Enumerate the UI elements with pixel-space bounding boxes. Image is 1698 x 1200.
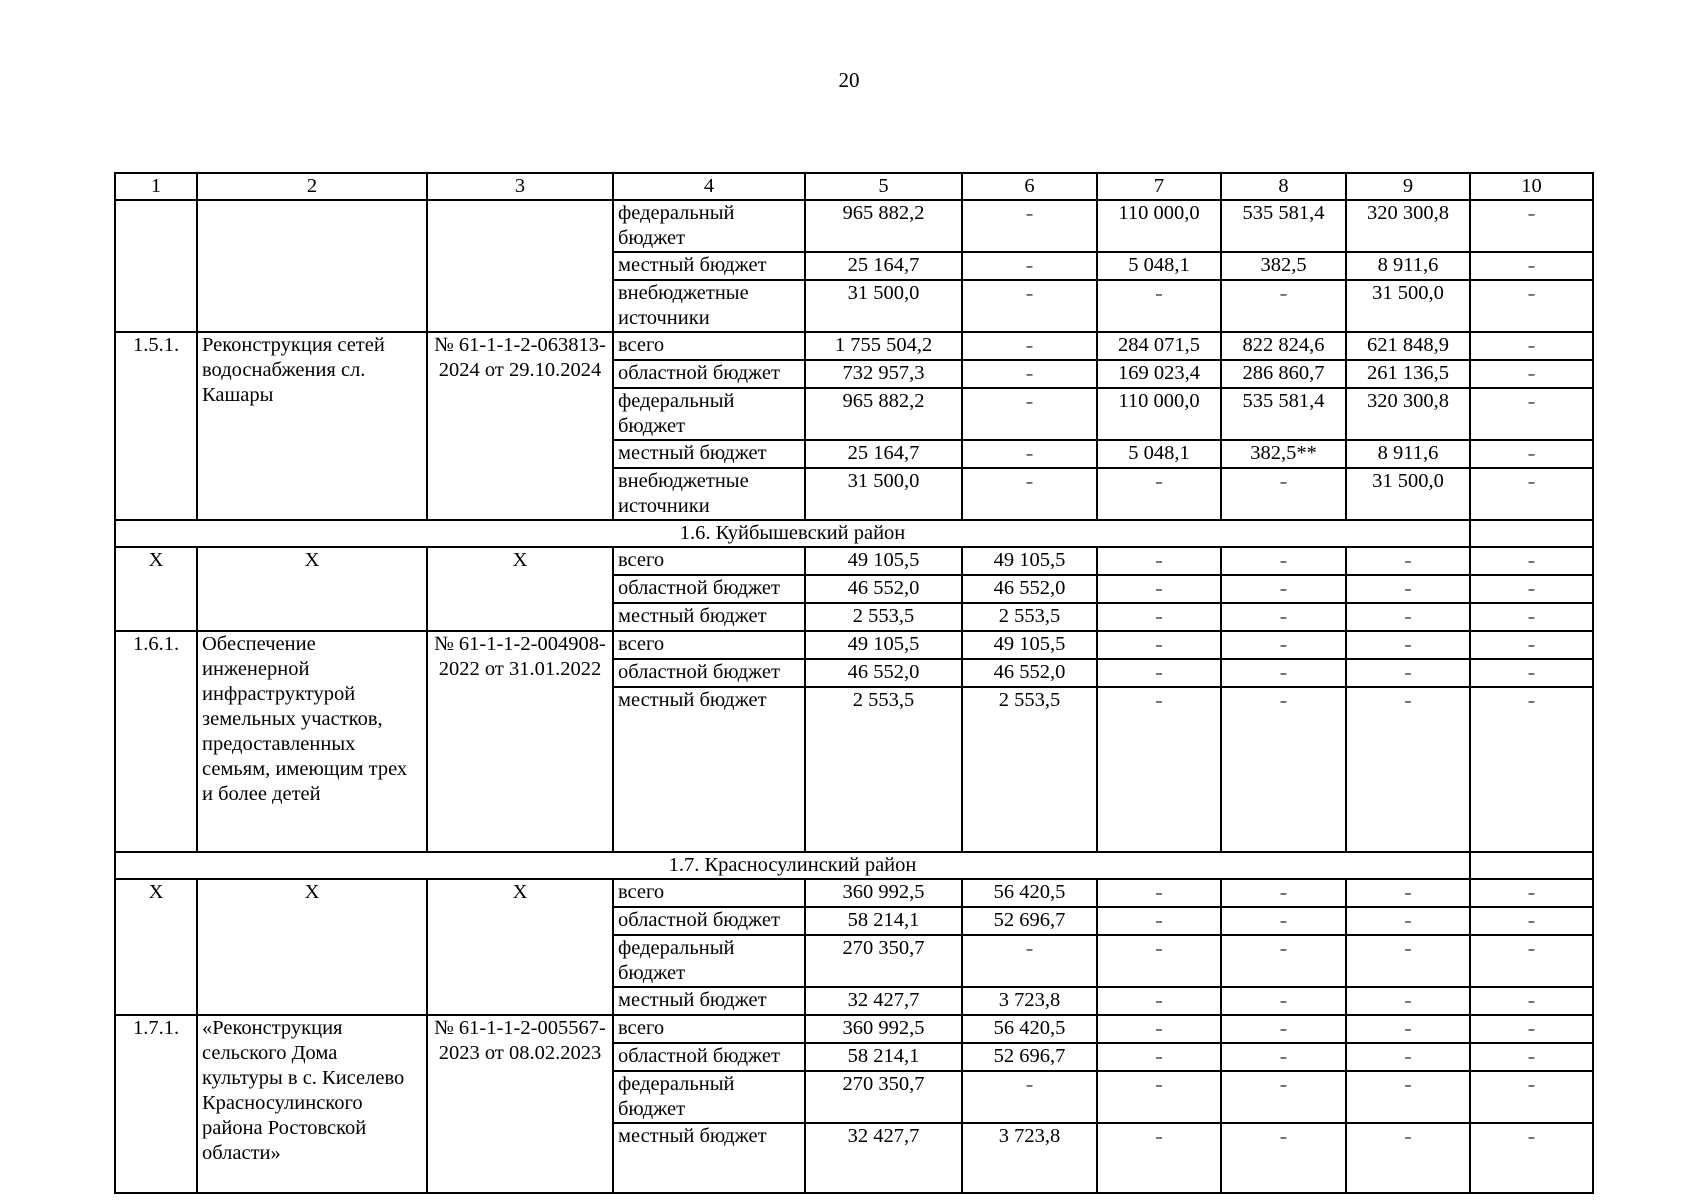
total-value: 49 105,5 [805,631,962,659]
value-col-9 [1346,687,1470,852]
dash-mark: – [1527,393,1536,411]
dash-mark: – [1404,692,1412,710]
total-value: 2 553,5 [805,687,962,852]
value-col-9 [1346,1015,1470,1043]
value-col-10 [1470,440,1593,468]
dash-mark: – [1527,912,1536,930]
column-number-header: 7 [1097,173,1221,200]
value-col-6: 52 696,7 [962,1043,1097,1071]
dash-mark: – [1155,473,1163,491]
dash-mark: – [1527,1128,1536,1146]
funding-source: всего [613,1015,805,1043]
value-col-8: 535 581,4 [1221,200,1346,252]
total-value: 732 957,3 [805,360,962,388]
value-col-10 [1470,687,1593,852]
value-col-7 [1097,631,1221,659]
value-col-8: 535 581,4 [1221,388,1346,440]
value-col-9: 320 300,8 [1346,388,1470,440]
funding-source: местный бюджет [613,252,805,280]
value-col-10 [1470,360,1593,388]
funding-source: всего [613,547,805,575]
dash-mark: – [1404,552,1412,570]
value-col-8 [1221,907,1346,935]
section-title: 1.7. Красносулинский район [115,852,1470,879]
total-value: 58 214,1 [805,907,962,935]
table-row [115,879,1593,907]
dash-mark: – [1155,912,1163,930]
expertise-reference: Х [427,547,613,631]
funding-source: федеральный бюджет [613,200,805,252]
value-col-9: 8 911,6 [1346,252,1470,280]
value-col-9 [1346,603,1470,631]
value-col-7 [1097,1071,1221,1123]
item-number [115,200,197,332]
value-col-10 [1470,575,1593,603]
dash-mark: – [1404,580,1412,598]
funding-source: областной бюджет [613,907,805,935]
value-col-6 [962,200,1097,252]
dash-mark: – [1155,1076,1163,1094]
item-name [197,200,427,332]
total-value: 49 105,5 [805,547,962,575]
value-col-9: 621 848,9 [1346,332,1470,360]
value-col-6: 56 420,5 [962,1015,1097,1043]
blank-cell [1470,852,1593,879]
column-number-header: 1 [115,173,197,200]
dash-mark: – [1527,473,1536,491]
dash-mark: – [1527,1020,1536,1038]
dash-mark: – [1279,1128,1288,1146]
dash-mark: – [1025,1076,1034,1094]
dash-mark: – [1155,940,1163,958]
funding-source: внебюджетные источники [613,468,805,520]
value-col-8 [1221,280,1346,332]
value-col-9: 31 500,0 [1346,468,1470,520]
dash-mark: – [1527,884,1536,902]
column-number-header: 2 [197,173,427,200]
total-value: 360 992,5 [805,879,962,907]
dash-mark: – [1527,445,1536,463]
value-col-6: 46 552,0 [962,575,1097,603]
page-number: 20 [838,68,860,92]
table-row [115,1015,1593,1043]
funding-source: внебюджетные источники [613,280,805,332]
expertise-reference: № 61-1-1-2-004908-2022 от 31.01.2022 [427,631,613,852]
dash-mark: – [1527,992,1536,1010]
value-col-10 [1470,1123,1593,1193]
value-col-6 [962,440,1097,468]
dash-mark: – [1404,1128,1412,1146]
value-col-8 [1221,1015,1346,1043]
dash-mark: – [1025,940,1034,958]
dash-mark: – [1155,992,1163,1010]
value-col-9 [1346,1071,1470,1123]
value-col-9 [1346,1123,1470,1193]
value-col-10 [1470,603,1593,631]
funding-source: областной бюджет [613,575,805,603]
dash-mark: – [1279,608,1288,626]
funding-source: областной бюджет [613,659,805,687]
value-col-6 [962,1071,1097,1123]
total-value: 1 755 504,2 [805,332,962,360]
column-number-header: 6 [962,173,1097,200]
item-name: Х [197,879,427,1015]
value-col-8 [1221,935,1346,987]
funding-source: областной бюджет [613,360,805,388]
value-col-8: 822 824,6 [1221,332,1346,360]
value-col-7 [1097,547,1221,575]
column-number-header: 9 [1346,173,1470,200]
funding-source: местный бюджет [613,440,805,468]
dash-mark: – [1527,664,1536,682]
dash-mark: – [1404,912,1412,930]
funding-source: всего [613,631,805,659]
dash-mark: – [1025,205,1034,223]
value-col-9 [1346,987,1470,1015]
expertise-reference: № 61-1-1-2-063813-2024 от 29.10.2024 [427,332,613,520]
dash-mark: – [1155,1048,1163,1066]
dash-mark: – [1155,1020,1163,1038]
dash-mark: – [1025,337,1034,355]
dash-mark: – [1155,552,1163,570]
value-col-6 [962,935,1097,987]
dash-mark: – [1527,365,1536,383]
expertise-reference: № 61-1-1-2-005567-2023 от 08.02.2023 [427,1015,613,1193]
dash-mark: – [1025,257,1034,275]
funding-source: федеральный бюджет [613,1071,805,1123]
dash-mark: – [1527,636,1536,654]
expertise-reference: Х [427,879,613,1015]
funding-source: федеральный бюджет [613,388,805,440]
dash-mark: – [1527,1076,1536,1094]
value-col-8 [1221,575,1346,603]
funding-source: федеральный бюджет [613,935,805,987]
dash-mark: – [1279,1076,1288,1094]
funding-source: всего [613,879,805,907]
value-col-7: 284 071,5 [1097,332,1221,360]
value-col-8 [1221,879,1346,907]
value-col-8 [1221,1123,1346,1193]
dash-mark: – [1527,580,1536,598]
total-value: 46 552,0 [805,659,962,687]
column-number-header: 10 [1470,173,1593,200]
dash-mark: – [1025,285,1034,303]
value-col-7 [1097,575,1221,603]
section-title: 1.6. Куйбышевский район [115,520,1470,547]
value-col-9: 8 911,6 [1346,440,1470,468]
dash-mark: – [1279,992,1288,1010]
expertise-reference [427,200,613,332]
value-col-10 [1470,879,1593,907]
value-col-8 [1221,687,1346,852]
value-col-7: 110 000,0 [1097,200,1221,252]
dash-mark: – [1155,285,1163,303]
total-value: 58 214,1 [805,1043,962,1071]
total-value: 25 164,7 [805,252,962,280]
funding-source: областной бюджет [613,1043,805,1071]
value-col-6: 2 553,5 [962,603,1097,631]
value-col-6: 46 552,0 [962,659,1097,687]
value-col-9 [1346,575,1470,603]
funding-source: местный бюджет [613,987,805,1015]
dash-mark: – [1279,692,1288,710]
total-value: 2 553,5 [805,603,962,631]
value-col-10 [1470,252,1593,280]
value-col-7 [1097,987,1221,1015]
value-col-8 [1221,631,1346,659]
dash-mark: – [1279,940,1288,958]
value-col-8 [1221,1043,1346,1071]
value-col-10 [1470,388,1593,440]
total-value: 270 350,7 [805,935,962,987]
dash-mark: – [1155,580,1163,598]
value-col-9 [1346,907,1470,935]
value-col-9 [1346,935,1470,987]
value-col-9 [1346,631,1470,659]
dash-mark: – [1404,1020,1412,1038]
value-col-7: 5 048,1 [1097,440,1221,468]
total-value: 31 500,0 [805,468,962,520]
value-col-10 [1470,631,1593,659]
dash-mark: – [1279,912,1288,930]
value-col-6: 2 553,5 [962,687,1097,852]
column-number-header: 4 [613,173,805,200]
dash-mark: – [1527,552,1536,570]
funding-source: местный бюджет [613,687,805,852]
value-col-10 [1470,987,1593,1015]
item-name: «Реконструкция сельского Дома культуры в с. Киселево Красносулинского района Ростовской области» [197,1015,427,1193]
total-value: 32 427,7 [805,987,962,1015]
value-col-8: 382,5** [1221,440,1346,468]
dash-mark: – [1527,692,1536,710]
value-col-6 [962,280,1097,332]
value-col-6: 49 105,5 [962,547,1097,575]
table-row [115,332,1593,360]
item-number: 1.6.1. [115,631,197,852]
dash-mark: – [1404,636,1412,654]
total-value: 965 882,2 [805,388,962,440]
value-col-7 [1097,1123,1221,1193]
value-col-10 [1470,1043,1593,1071]
value-col-7 [1097,468,1221,520]
value-col-7 [1097,280,1221,332]
section-row [115,520,1593,547]
value-col-7 [1097,879,1221,907]
value-col-8: 382,5 [1221,252,1346,280]
value-col-8 [1221,468,1346,520]
section-row [115,852,1593,879]
dash-mark: – [1025,393,1034,411]
value-col-7: 110 000,0 [1097,388,1221,440]
value-col-9 [1346,547,1470,575]
value-col-10 [1470,332,1593,360]
item-number: Х [115,547,197,631]
dash-mark: – [1155,608,1163,626]
value-col-7: 5 048,1 [1097,252,1221,280]
value-col-6: 3 723,8 [962,987,1097,1015]
dash-mark: – [1155,692,1163,710]
value-col-7 [1097,907,1221,935]
value-col-10 [1470,907,1593,935]
total-value: 31 500,0 [805,280,962,332]
dash-mark: – [1155,664,1163,682]
value-col-6 [962,360,1097,388]
dash-mark: – [1404,664,1412,682]
dash-mark: – [1279,636,1288,654]
dash-mark: – [1279,552,1288,570]
dash-mark: – [1404,992,1412,1010]
value-col-8 [1221,547,1346,575]
value-col-9: 261 136,5 [1346,360,1470,388]
total-value: 46 552,0 [805,575,962,603]
header-row [115,173,1593,200]
table-row [115,631,1593,659]
dash-mark: – [1527,257,1536,275]
dash-mark: – [1025,473,1034,491]
funding-source: местный бюджет [613,1123,805,1193]
value-col-9 [1346,879,1470,907]
dash-mark: – [1404,884,1412,902]
item-number: Х [115,879,197,1015]
value-col-8 [1221,987,1346,1015]
dash-mark: – [1404,608,1412,626]
value-col-7 [1097,687,1221,852]
total-value: 25 164,7 [805,440,962,468]
dash-mark: – [1404,1048,1412,1066]
total-value: 270 350,7 [805,1071,962,1123]
dash-mark: – [1527,285,1536,303]
value-col-6 [962,468,1097,520]
item-name: Реконструкция сетей водоснабжения сл. Кашары [197,332,427,520]
value-col-8 [1221,1071,1346,1123]
value-col-7 [1097,1015,1221,1043]
column-number-header: 3 [427,173,613,200]
value-col-8: 286 860,7 [1221,360,1346,388]
dash-mark: – [1404,940,1412,958]
value-col-10 [1470,280,1593,332]
value-col-9: 320 300,8 [1346,200,1470,252]
value-col-9: 31 500,0 [1346,280,1470,332]
value-col-10 [1470,935,1593,987]
table-row [115,200,1593,252]
dash-mark: – [1527,608,1536,626]
value-col-6: 49 105,5 [962,631,1097,659]
dash-mark: – [1155,884,1163,902]
value-col-7: 169 023,4 [1097,360,1221,388]
budget-table [114,172,1594,1194]
value-col-6: 52 696,7 [962,907,1097,935]
dash-mark: – [1025,365,1034,383]
value-col-6 [962,388,1097,440]
dash-mark: – [1279,884,1288,902]
total-value: 360 992,5 [805,1015,962,1043]
item-number: 1.5.1. [115,332,197,520]
item-number: 1.7.1. [115,1015,197,1193]
value-col-10 [1470,1071,1593,1123]
item-name: Обеспечение инженерной инфраструктурой земельных участков, предоставленных семьям, имеющим трех и более детей [197,631,427,852]
dash-mark: – [1404,1076,1412,1094]
value-col-8 [1221,659,1346,687]
value-col-7 [1097,935,1221,987]
total-value: 965 882,2 [805,200,962,252]
funding-source: всего [613,332,805,360]
value-col-6 [962,252,1097,280]
value-col-9 [1346,659,1470,687]
dash-mark: – [1279,1048,1288,1066]
dash-mark: – [1527,940,1536,958]
dash-mark: – [1155,1128,1163,1146]
total-value: 32 427,7 [805,1123,962,1193]
table-row [115,547,1593,575]
dash-mark: – [1527,337,1536,355]
dash-mark: – [1279,285,1288,303]
funding-source: местный бюджет [613,603,805,631]
value-col-8 [1221,603,1346,631]
value-col-7 [1097,659,1221,687]
value-col-6: 3 723,8 [962,1123,1097,1193]
dash-mark: – [1279,580,1288,598]
dash-mark: – [1527,1048,1536,1066]
value-col-10 [1470,547,1593,575]
dash-mark: – [1025,445,1034,463]
dash-mark: – [1279,664,1288,682]
value-col-10 [1470,1015,1593,1043]
value-col-7 [1097,1043,1221,1071]
value-col-10 [1470,659,1593,687]
value-col-10 [1470,200,1593,252]
column-number-header: 8 [1221,173,1346,200]
dash-mark: – [1279,1020,1288,1038]
dash-mark: – [1279,473,1288,491]
column-number-header: 5 [805,173,962,200]
blank-cell [1470,520,1593,547]
value-col-10 [1470,468,1593,520]
item-name: Х [197,547,427,631]
value-col-6 [962,332,1097,360]
dash-mark: – [1527,205,1536,223]
value-col-7 [1097,603,1221,631]
value-col-9 [1346,1043,1470,1071]
dash-mark: – [1155,636,1163,654]
value-col-6: 56 420,5 [962,879,1097,907]
